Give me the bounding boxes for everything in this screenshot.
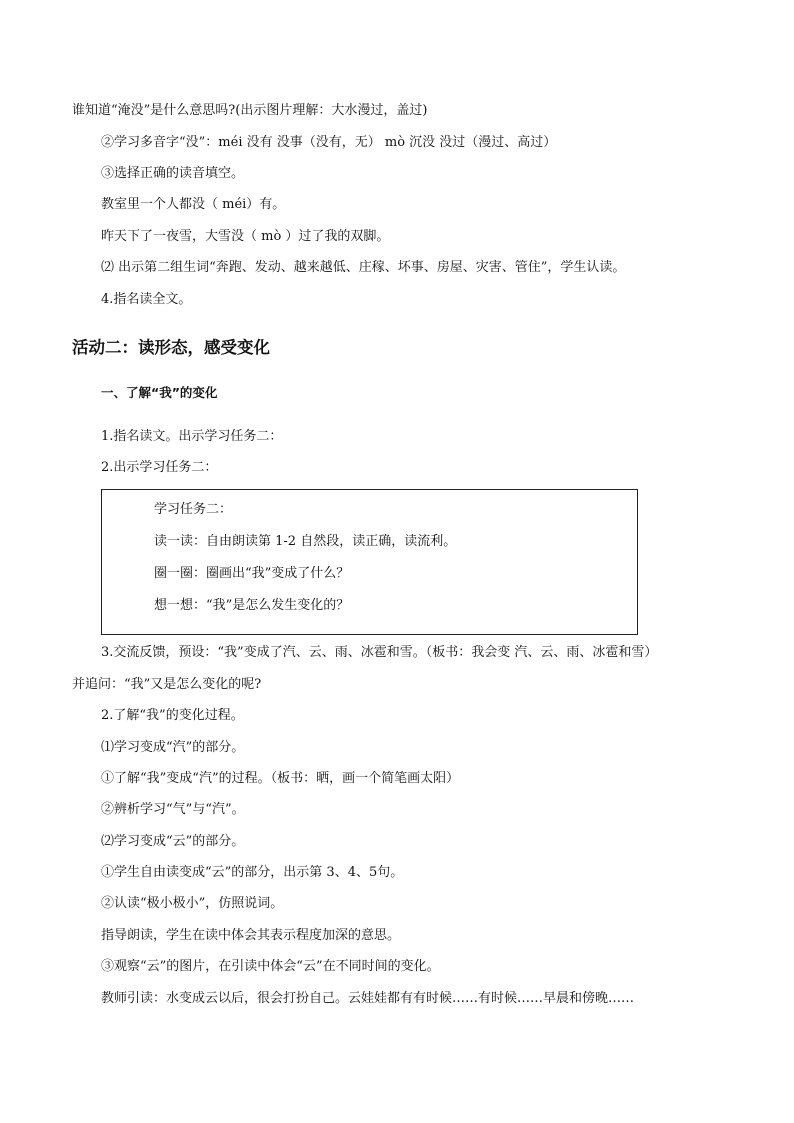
text-line-vapor-process: ①了解“我”变成“汽”的过程。（板书：晒，画一个简笔画太阳）: [101, 771, 460, 786]
text-line-cloud-pictures: ③观察“云”的图片，在引读中体会“云”在不同时间的变化。: [101, 959, 440, 974]
task-circle: 圈一圈：圈画出“我”变成了什么？: [154, 566, 350, 581]
text-line-second-word-group: ⑵ 出示第二组生词“奔跑、发动、越来越低、庄稼、坏事、房屋、灾害、管住”，学生认读。: [101, 260, 626, 275]
learning-task-box: [101, 489, 638, 635]
text-line-vapor-part: ⑴学习变成“汽”的部分。: [101, 740, 245, 755]
text-line-cloud-part: ⑵学习变成“云”的部分。: [101, 834, 245, 849]
text-line-step-2: 2.出示学习任务二：: [101, 460, 218, 475]
text-line-cloud-reading: ①学生自由读变成“云”的部分，出示第 3、4、5句。: [101, 865, 404, 880]
activity-heading: 活动二：读形态，感受变化: [72, 338, 270, 357]
text-line-follow-up: 并追问：“我”又是怎么变化的呢?: [72, 677, 262, 692]
task-think: 想一想：“我”是怎么发生变化的？: [154, 598, 350, 613]
text-line-jixiao: ②认读“极小极小”，仿照说词。: [101, 896, 284, 911]
section-heading: 一、了解“我”的变化: [101, 385, 218, 400]
text-line-example-mo: 昨天下了一夜雪，大雪没（ mò ）过了我的双脚。: [101, 229, 390, 244]
text-line-read-full-text: 4.指名读全文。: [101, 292, 192, 307]
text-line-change-process: 2.了解“我”的变化过程。: [101, 708, 244, 723]
text-line-meaning-question: 谁知道“淹没”是什么意思吗?(出示图片理解：大水漫过，盖过): [72, 103, 428, 118]
text-line-polyphone: ②学习多音字“没”：méi 没有 没事（没有，无） mò 沉没 没过（漫过、高过）: [101, 135, 557, 150]
text-line-feedback: 3.交流反馈，预设：“我”变成了汽、云、雨、冰雹和雪。（板书：我会变 汽、云、雨、冰雹和雪）: [101, 645, 658, 660]
text-line-step-1: 1.指名读文。出示学习任务二：: [101, 429, 283, 444]
task-title: 学习任务二：: [154, 502, 233, 517]
text-line-qi-distinction: ②辨析学习“气”与“汽”。: [101, 802, 245, 817]
task-read: 读一读：自由朗读第 1-2 自然段，读正确，读流利。: [154, 534, 457, 549]
text-line-teacher-guided: 教师引读：水变成云以后，很会打扮自己。云娃娃都有有时候……有时候……早晨和傍晚……: [101, 991, 635, 1006]
text-line-example-mei: 教室里一个人都没（ méi）有。: [101, 197, 286, 212]
text-line-guided-reading: 指导朗读，学生在读中体会其表示程度加深的意思。: [101, 928, 401, 943]
text-line-choose-reading: ③选择正确的读音填空。: [101, 166, 245, 181]
